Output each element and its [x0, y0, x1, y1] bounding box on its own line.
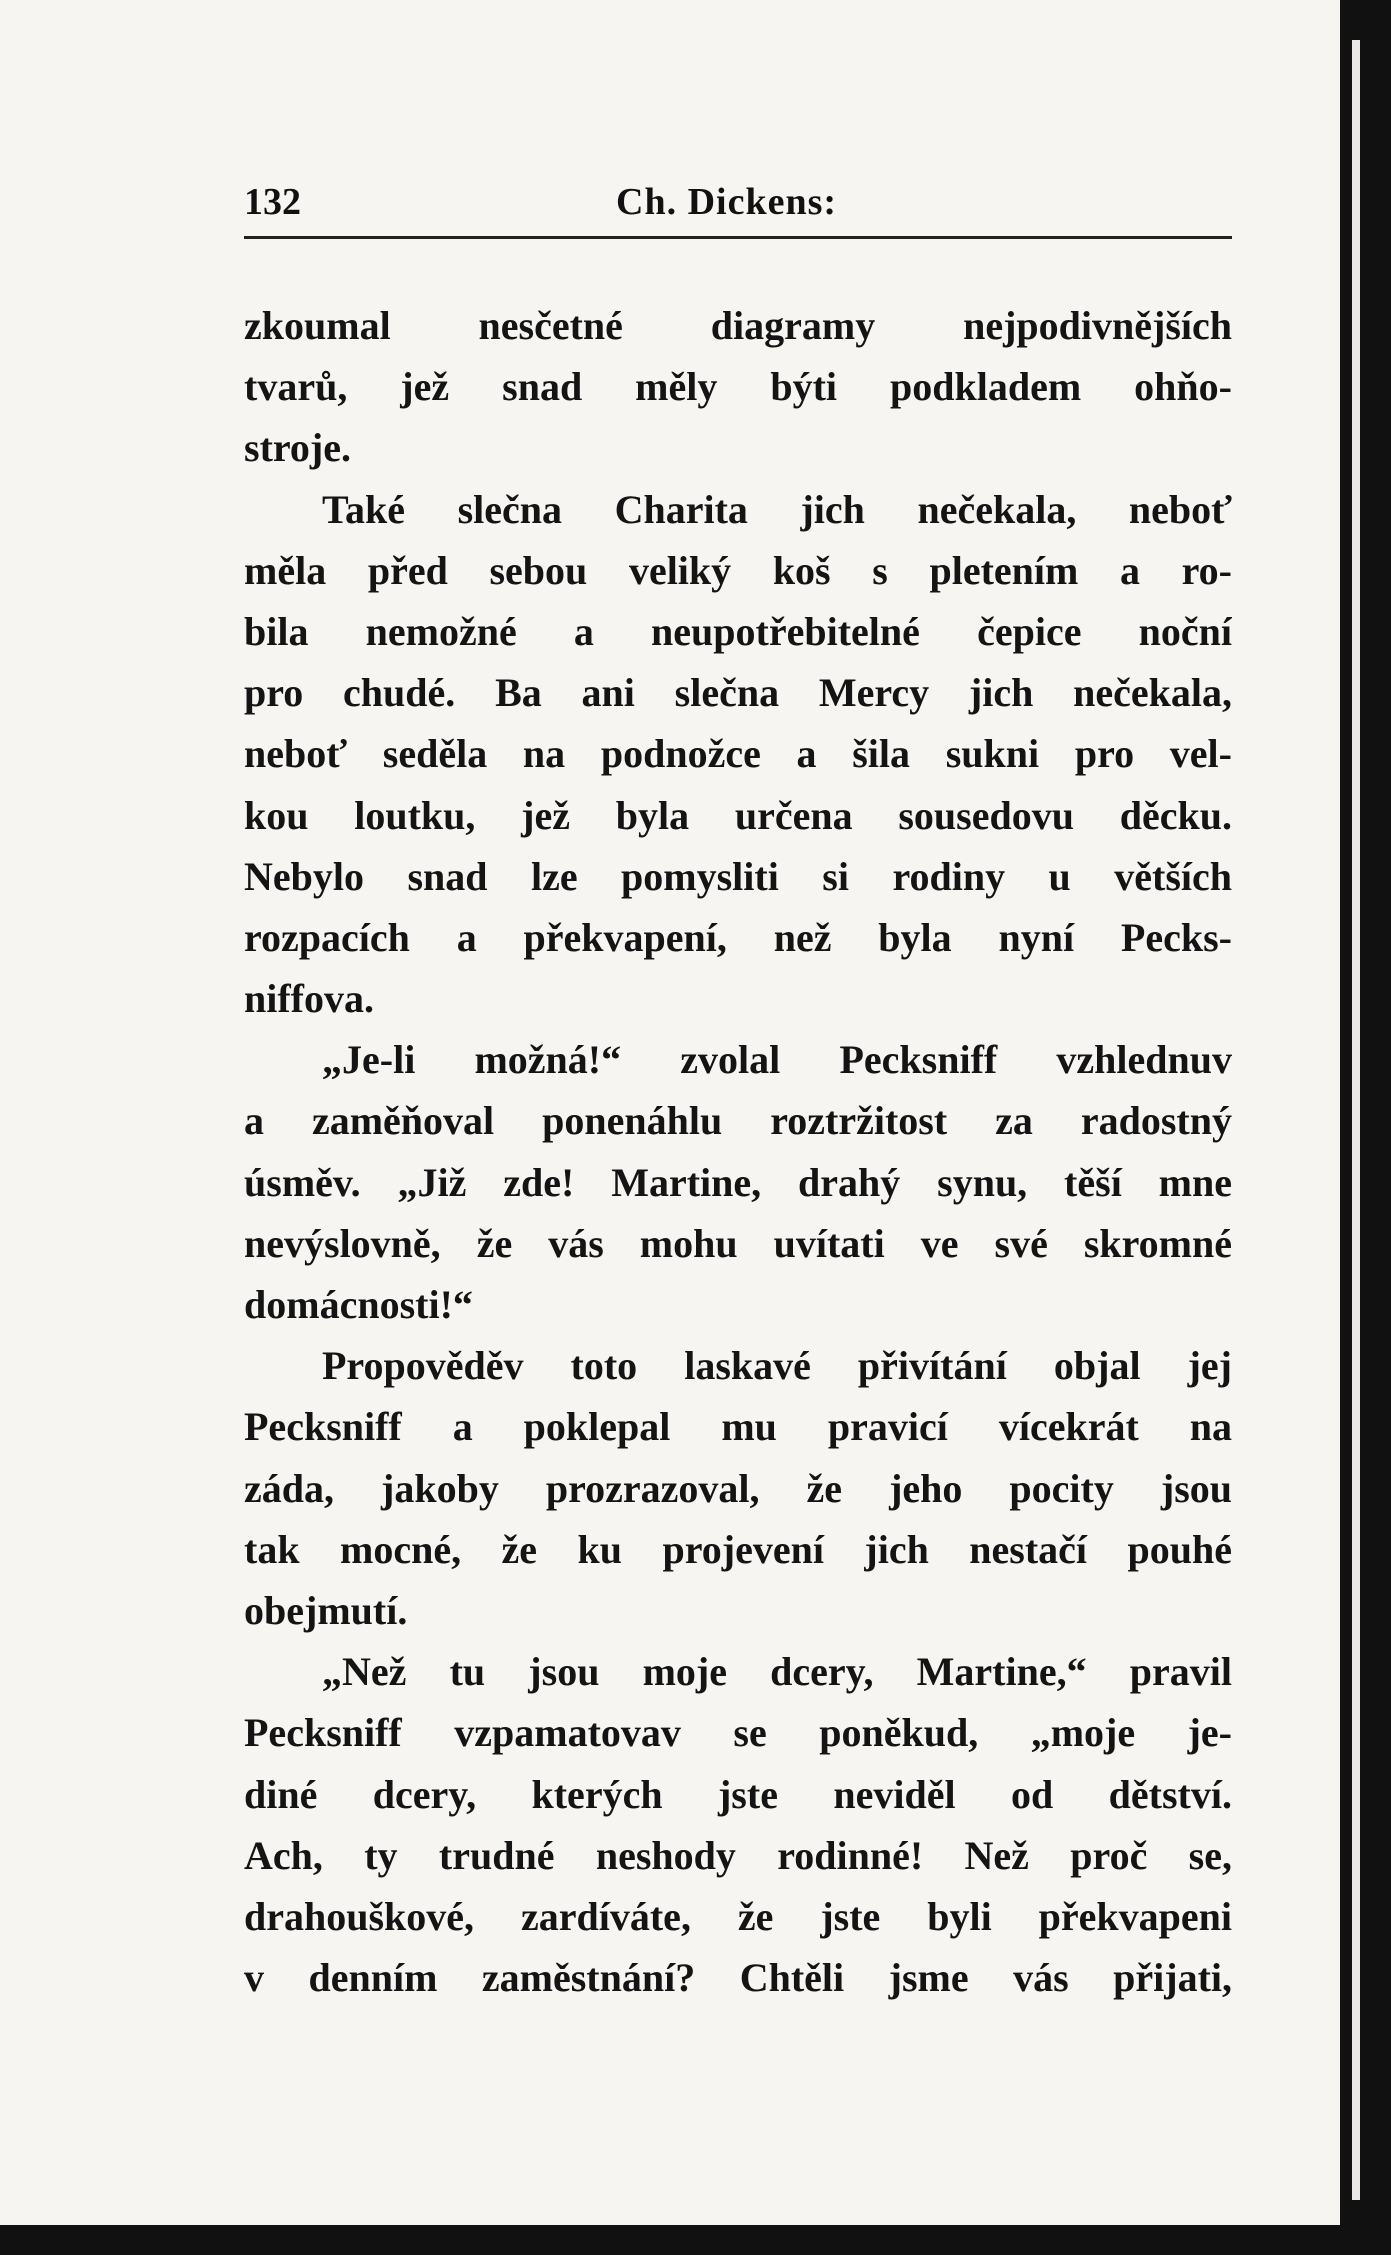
text-line: Ach, ty trudné neshody rodinné! Než proč se, — [244, 1832, 1232, 1878]
text-line: neboť seděla na podnožce a šila sukni pro vel- — [244, 731, 1232, 777]
text-line: v denním zaměstnání? Chtěli jsme vás přijati, — [244, 1955, 1232, 2001]
text-line: nevýslovně, že vás mohu uvítati ve své skromné — [244, 1220, 1232, 1266]
text-line: Propověděv toto laskavé přivítání objal jej — [322, 1343, 1232, 1389]
text-line: zkoumal nesčetné diagramy nejpodivnějších — [244, 303, 1232, 348]
text-line: niffova. — [244, 976, 374, 1022]
scan-edge-right — [1340, 0, 1391, 2255]
text-line: „Je-li možná!“ zvolal Pecksniff vzhlednuv — [322, 1037, 1232, 1083]
text-line: Pecksniff a poklepal mu pravicí vícekrát na — [244, 1404, 1232, 1450]
text-line: Nebylo snad lze pomysliti si rodiny u větších — [244, 853, 1232, 899]
text-line: tvarů, jež snad měly býti podkladem ohňo- — [244, 364, 1232, 410]
header-rule — [244, 236, 1232, 239]
text-line: „Než tu jsou moje dcery, Martine,“ pravil — [322, 1649, 1232, 1695]
text-line: záda, jakoby prozrazoval, že jeho pocity jsou — [244, 1465, 1232, 1511]
scan-edge-bottom — [0, 2225, 1391, 2255]
text-line: tak mocné, že ku projevení jich nestačí pouhé — [244, 1526, 1232, 1572]
scan-edge-line — [1352, 40, 1360, 2200]
text-line: a zaměňoval ponenáhlu roztržitost za radostný — [244, 1098, 1232, 1144]
text-line: kou loutku, jež byla určena sousedovu děcku. — [244, 792, 1232, 838]
text-line: stroje. — [244, 425, 351, 471]
text-line: bila nemožné a neupotřebitelné čepice noční — [244, 608, 1232, 654]
text-line: diné dcery, kterých jste neviděl od dětství. — [244, 1771, 1232, 1817]
text-line: pro chudé. Ba ani slečna Mercy jich nečekala, — [244, 670, 1232, 716]
page-header — [244, 170, 1232, 226]
text-line: Také slečna Charita jich nečekala, neboť — [322, 486, 1232, 532]
text-line: úsměv. „Již zde! Martine, drahý synu, těší mne — [244, 1159, 1232, 1205]
text-line: Pecksniff vzpamatovav se poněkud, „moje je- — [244, 1710, 1232, 1756]
body-text — [244, 295, 1232, 2008]
text-line: domácnosti!“ — [244, 1282, 473, 1327]
page-number: 132 — [244, 181, 301, 223]
running-title: Ch. Dickens: — [616, 181, 838, 223]
text-line: měla před sebou veliký koš s pletením a ro- — [244, 547, 1232, 593]
text-line: obejmutí. — [244, 1587, 408, 1633]
text-line: rozpacích a překvapení, než byla nyní Pecks- — [244, 914, 1232, 960]
text-line: drahouškové, zardíváte, že jste byli překvapeni — [244, 1893, 1232, 1939]
